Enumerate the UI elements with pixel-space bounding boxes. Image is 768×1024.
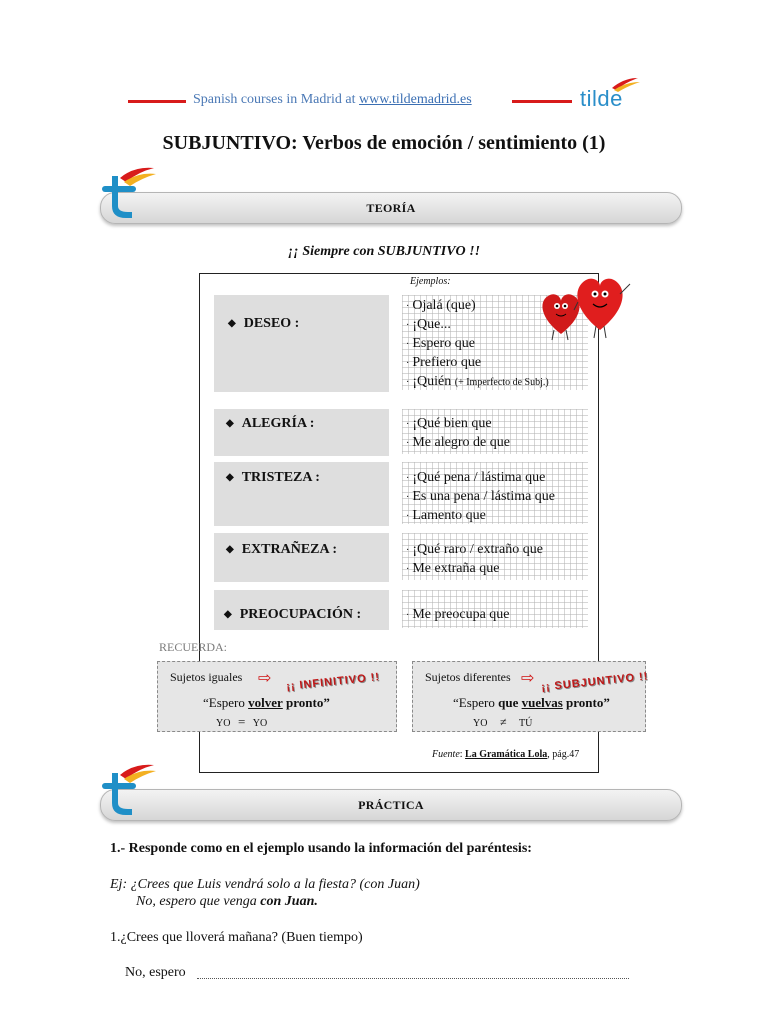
example-question: Ej: ¿Crees que Luis vendrá solo a la fiesta? (con Juan) xyxy=(110,877,420,892)
question-1: 1.¿Crees que lloverá mañana? (Buen tiempo) xyxy=(110,930,363,945)
example-item: · Lamento que xyxy=(406,508,486,523)
example-item: · ¡Qué pena / lástima que xyxy=(406,470,546,485)
t-logo-icon xyxy=(98,763,162,819)
header-rule-right xyxy=(512,100,572,103)
example-item: · ¡Qué bien que xyxy=(406,416,492,431)
fuente-note: Fuente: La Gramática Lola, pág.47 xyxy=(432,749,580,760)
recuerda-label: RECUERDA: xyxy=(159,640,228,654)
answer-1-prefix: No, espero xyxy=(125,965,186,980)
category-extraneza xyxy=(226,542,337,558)
page-title: SUBJUNTIVO: Verbos de emoción / sentimiento (1) xyxy=(162,132,606,154)
subjects-diferentes: YO ≠ TÚ xyxy=(473,715,533,729)
example-block xyxy=(110,876,420,910)
recuerda-box-iguales xyxy=(157,661,397,732)
category-preocupacion xyxy=(224,607,361,623)
fuente-label: Fuente xyxy=(432,749,460,760)
example-item: · Me extraña que xyxy=(406,561,500,576)
teoria-label: TEORÍA xyxy=(366,201,416,215)
arrow-right-icon: ⇨ xyxy=(521,668,535,687)
category-alegria xyxy=(226,416,314,432)
example-list-tristeza xyxy=(406,469,555,526)
recuerda-box-diferentes xyxy=(412,661,650,732)
ejemplos-label: Ejemplos: xyxy=(410,276,451,287)
exercise-title: 1.- Responde como en el ejemplo usando la información del paréntesis: xyxy=(110,841,532,856)
diamond-icon: ◆ xyxy=(226,418,234,429)
category-label: ALEGRÍA : xyxy=(241,416,315,431)
diamond-icon: ◆ xyxy=(226,472,234,483)
header-rule-left xyxy=(128,100,186,103)
category-deseo xyxy=(228,316,299,332)
example-list-deseo xyxy=(406,297,549,392)
example-list-preocupacion xyxy=(406,606,510,625)
category-label: PREOCUPACIÓN : xyxy=(239,607,362,622)
diamond-icon: ◆ xyxy=(228,318,236,329)
category-label: TRISTEZA : xyxy=(241,470,320,485)
category-tristeza xyxy=(226,470,320,486)
sujetos-diferentes-label: Sujetos diferentes xyxy=(425,670,511,684)
header-prefix: Spanish courses in Madrid at xyxy=(193,92,360,107)
teoria-subtitle: ¡¡ Siempre con SUBJUNTIVO !! xyxy=(287,244,481,259)
diamond-icon: ◆ xyxy=(224,609,232,620)
tilde-logo-text: tilde xyxy=(580,86,623,111)
example-item: · ¡Que... xyxy=(406,317,451,332)
example-item: · Me alegro de que xyxy=(406,435,510,450)
teoria-bar xyxy=(100,192,682,224)
answer-1-field[interactable] xyxy=(197,978,629,979)
example-item: · Prefiero que xyxy=(406,355,482,370)
sujetos-iguales-label: Sujetos iguales xyxy=(170,670,243,684)
example-sentence-diferentes: “Espero que vuelvas pronto” xyxy=(453,695,610,710)
example-list-alegria xyxy=(406,415,510,453)
example-item: · Ojalá (que) xyxy=(406,298,476,313)
header-text xyxy=(193,92,472,108)
practica-bar xyxy=(100,789,682,821)
imperfecto-note: (+ Imperfecto de Subj.) xyxy=(454,377,549,388)
example-list-extraneza xyxy=(406,541,543,579)
arrow-right-icon: ⇨ xyxy=(258,668,272,687)
fuente-page: pág.47 xyxy=(552,749,580,760)
category-label: EXTRAÑEZA : xyxy=(241,542,337,557)
diamond-icon: ◆ xyxy=(226,544,234,555)
example-item: · Espero que xyxy=(406,336,475,351)
example-item: · Me preocupa que xyxy=(406,607,510,622)
example-sentence-iguales: “Espero volver pronto” xyxy=(203,695,330,710)
practica-label: PRÁCTICA xyxy=(358,798,424,812)
hearts-icon xyxy=(536,274,632,342)
infinitivo-wordart: ¡¡ INFINITIVO !! xyxy=(285,671,381,693)
example-item: · Es una pena / lástima que xyxy=(406,489,556,504)
header-link[interactable]: www.tildemadrid.es xyxy=(359,92,472,107)
example-item: · ¡Quién (+ Imperfecto de Subj.) xyxy=(406,374,549,389)
example-answer: No, espero que venga con Juan. xyxy=(136,894,318,909)
category-label: DESEO : xyxy=(243,316,300,331)
subjuntivo-wordart: ¡¡ SUBJUNTIVO !! xyxy=(540,670,650,694)
subjects-iguales: YO = YO xyxy=(216,714,268,729)
fuente-source: La Gramática Lola xyxy=(465,749,548,760)
t-logo-icon xyxy=(98,166,162,222)
example-item: · ¡Qué raro / extraño que xyxy=(406,542,543,557)
category-box-deseo xyxy=(214,295,389,392)
